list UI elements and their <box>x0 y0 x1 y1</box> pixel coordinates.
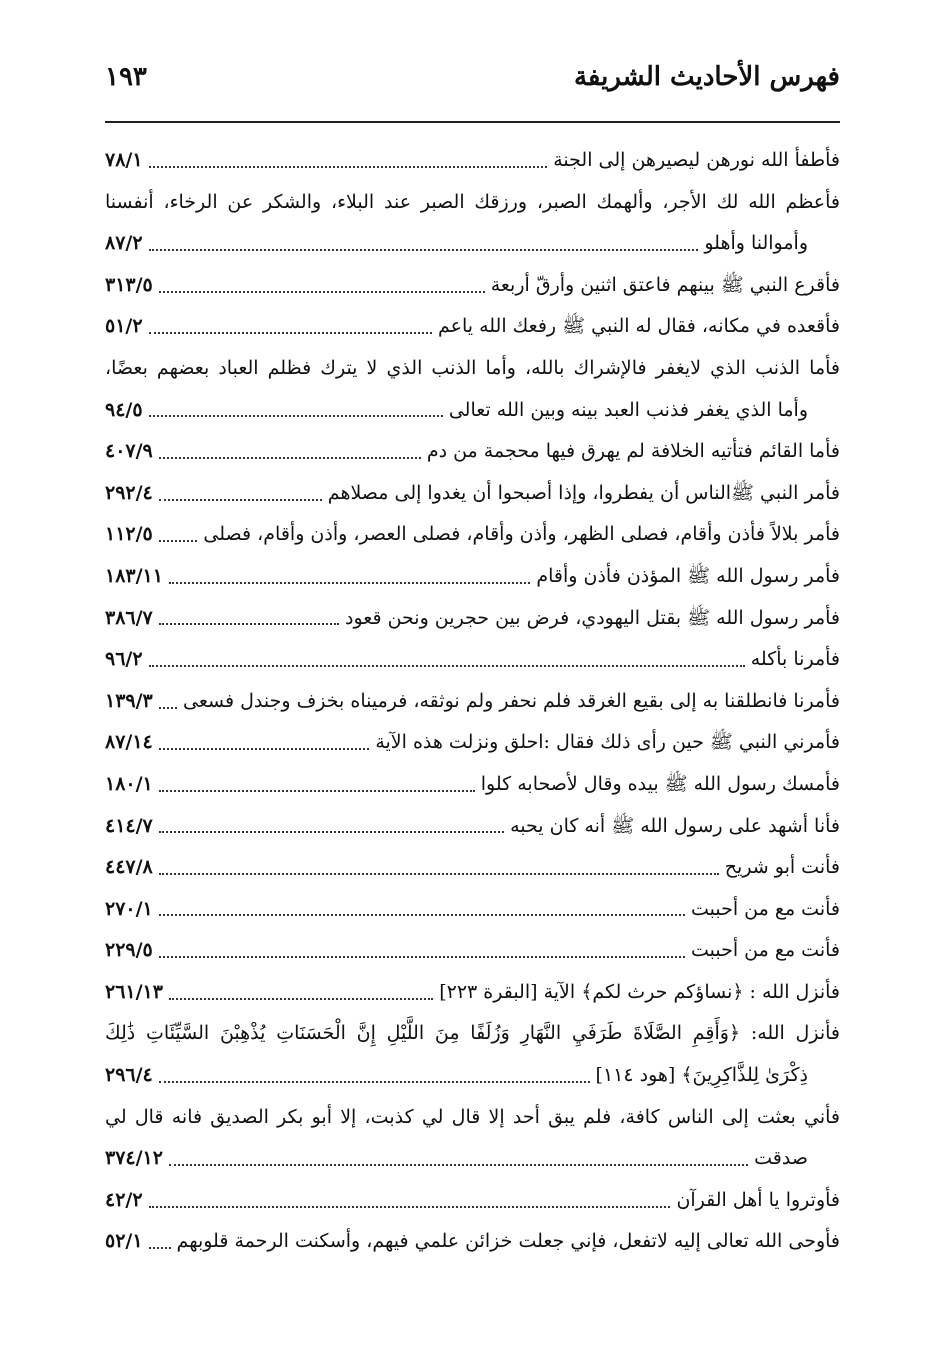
page-header <box>105 62 840 106</box>
entry-text: فأمرني النبي ﷺ حين رأى ذلك فقال :احلق ونزلت هذه الآية <box>375 731 840 754</box>
entry-text: فأمر رسول الله ﷺ المؤذن فأذن وأقام <box>536 564 840 587</box>
entry-reference: ٣١٣/٥ <box>105 273 153 296</box>
entry-reference: ١٨٠/١ <box>105 772 153 795</box>
entry-reference: ٢٧٠/١ <box>105 897 153 920</box>
dot-leader <box>149 249 699 251</box>
entry-reference: ٤٤٧/٨ <box>105 856 153 879</box>
dot-leader <box>159 707 177 709</box>
index-entry <box>105 182 840 224</box>
dot-leader <box>149 1247 171 1249</box>
index-entry <box>105 1138 840 1180</box>
entry-text: فأمسك رسول الله ﷺ بيده وقال لأصحابه كلوا <box>480 772 840 795</box>
entry-reference: ٥١/٢ <box>105 315 143 338</box>
entry-text: وأموالنا وأهلو <box>704 232 808 255</box>
entry-reference: ٣٧٤/١٢ <box>105 1147 163 1170</box>
entry-text: فأمر رسول الله ﷺ بقتل اليهودي، فرض بين حجرين ونحن قعود <box>345 606 840 629</box>
dot-leader <box>159 1081 590 1083</box>
entry-text: فأنت مع من أحببت <box>690 897 840 920</box>
dot-leader <box>169 582 530 584</box>
entry-text: فأنزل الله : ﴿نساؤكم حرث لكم﴾ الآية [البقرة ٢٢٣] <box>439 980 840 1003</box>
entry-text: فأعظم الله لك الأجر، وألهمك الصبر، ورزقك الصبر عند البلاء، والشكر عن الرخاء، أنفسنا <box>105 190 840 213</box>
entry-text: فأقعده في مكانه، فقال له النبي ﷺ رفعك الله ياعم <box>437 315 840 338</box>
index-entry <box>105 1055 840 1097</box>
entry-reference: ٢٢٩/٥ <box>105 939 153 962</box>
index-entry <box>105 1013 840 1055</box>
index-entry <box>105 598 840 640</box>
entry-text: فأمر النبي ﷺالناس أن يفطروا، وإذا أصبحوا أن يغدوا إلى مصلاهم <box>327 481 840 504</box>
entry-text: فأنت أبو شريح <box>724 856 840 879</box>
entry-text: فأنت مع من أحببت <box>690 939 840 962</box>
entry-text: فأمرنا فانطلقنا به إلى بقيع الغرقد فلم نحفر ولم نوثقه، فرميناه بخزف وجندل فسعى <box>183 689 840 712</box>
index-entry <box>105 1221 840 1263</box>
index-entry <box>105 473 840 515</box>
entry-text: ذِكْرَىٰ لِلذَّاكِرِينَ﴾ [هود ١١٤] <box>595 1064 808 1087</box>
entry-reference: ٤٠٧/٩ <box>105 440 153 463</box>
entry-text: فأمر بلالاً فأذن وأقام، فصلى الظهر، وأذن وأقام، فصلى العصر، وأذن وأقام، فصلى <box>203 523 840 546</box>
index-entry <box>105 348 840 390</box>
entry-reference: ٣٨٦/٧ <box>105 606 153 629</box>
index-entry <box>105 972 840 1014</box>
entry-reference: ٤٢/٢ <box>105 1188 143 1211</box>
entry-reference: ٧٨/١ <box>105 149 143 171</box>
dot-leader <box>169 1164 748 1166</box>
entry-reference: ١٣٩/٣ <box>105 689 153 712</box>
hadith-index-list <box>105 140 840 1263</box>
dot-leader <box>159 873 719 875</box>
entry-reference: ١١٢/٥ <box>105 523 153 546</box>
dot-leader <box>159 540 198 542</box>
index-entry <box>105 722 840 764</box>
dot-leader <box>159 291 485 293</box>
entry-text: فأطفأ الله نورهن ليصيرهن إلى الجنة <box>553 149 840 171</box>
index-entry <box>105 390 840 432</box>
index-entry <box>105 140 840 182</box>
entry-text: فأما القائم فتأتيه الخلافة لم يهرق فيها محجمة من دم <box>426 440 840 463</box>
entry-reference: ٤١٤/٧ <box>105 814 153 837</box>
index-entry <box>105 223 840 265</box>
index-entry <box>105 889 840 931</box>
entry-reference: ٢٦١/١٣ <box>105 980 163 1003</box>
header-divider <box>105 121 840 123</box>
index-entry <box>105 431 840 473</box>
entry-reference: ٢٩٢/٤ <box>105 481 153 504</box>
index-entry <box>105 639 840 681</box>
index-entry <box>105 306 840 348</box>
entry-reference: ١٨٣/١١ <box>105 564 163 587</box>
dot-leader <box>169 998 433 1000</box>
index-entry <box>105 514 840 556</box>
dot-leader <box>159 499 322 501</box>
dot-leader <box>159 457 421 459</box>
entry-text: وأما الذي يغفر فذنب العبد بينه وبين الله تعالى <box>448 398 808 421</box>
page-title: فهرس الأحاديث الشريفة <box>573 62 840 92</box>
index-entry <box>105 930 840 972</box>
entry-text: فأوتروا يا أهل القرآن <box>676 1188 840 1211</box>
entry-reference: ٨٧/١٤ <box>105 731 153 754</box>
dot-leader <box>149 332 432 334</box>
dot-leader <box>149 1206 671 1208</box>
entry-reference: ٩٤/٥ <box>105 398 143 421</box>
dot-leader <box>149 166 548 168</box>
dot-leader <box>159 623 339 625</box>
dot-leader <box>159 790 475 792</box>
page-number: ١٩٣ <box>105 62 147 92</box>
index-entry <box>105 681 840 723</box>
index-entry <box>105 847 840 889</box>
dot-leader <box>159 748 370 750</box>
index-entry <box>105 764 840 806</box>
index-entry <box>105 806 840 848</box>
dot-leader <box>159 914 685 916</box>
dot-leader <box>159 956 685 958</box>
index-entry <box>105 556 840 598</box>
entry-reference: ٨٧/٢ <box>105 232 143 255</box>
entry-text: فأمرنا بأكله <box>750 648 840 671</box>
entry-text: صدقت <box>754 1147 808 1170</box>
entry-reference: ٥٢/١ <box>105 1230 143 1253</box>
entry-text: فأما الذنب الذي لايغفر فالإشراك بالله، وأما الذنب الذي لا يترك فظلم العباد بعضهم بعضًا، <box>105 356 840 379</box>
entry-text: فأنزل الله: ﴿وَأَقِمِ الصَّلَاةَ طَرَفَيِ النَّهَارِ وَزُلَفًا مِنَ اللَّيْلِ إِنَّ الْحَسَنَاتِ يُذْهِبْنَ السَّيِّئَاتِ ذَٰلِكَ <box>105 1022 840 1045</box>
entry-reference: ٢٩٦/٤ <box>105 1064 153 1087</box>
entry-reference: ٩٦/٢ <box>105 648 143 671</box>
dot-leader <box>149 415 443 417</box>
index-entry <box>105 265 840 307</box>
dot-leader <box>159 831 504 833</box>
entry-text: فأني بعثت إلى الناس كافة، فلم يبق أحد إلا قال لي كذبت، إلا أبو بكر الصديق فانه قال لي <box>105 1105 840 1128</box>
dot-leader <box>149 665 745 667</box>
entry-text: فأقرع النبي ﷺ بينهم فاعتق اثنين وأرقّ أربعة <box>490 273 840 296</box>
index-entry <box>105 1180 840 1222</box>
entry-text: فأنا أشهد على رسول الله ﷺ أنه كان يحبه <box>510 814 840 837</box>
entry-text: فأوحى الله تعالى إليه لاتفعل، فإني جعلت خزائن علمي فيهم، وأسكنت الرحمة قلوبهم <box>176 1230 840 1253</box>
index-entry <box>105 1097 840 1139</box>
